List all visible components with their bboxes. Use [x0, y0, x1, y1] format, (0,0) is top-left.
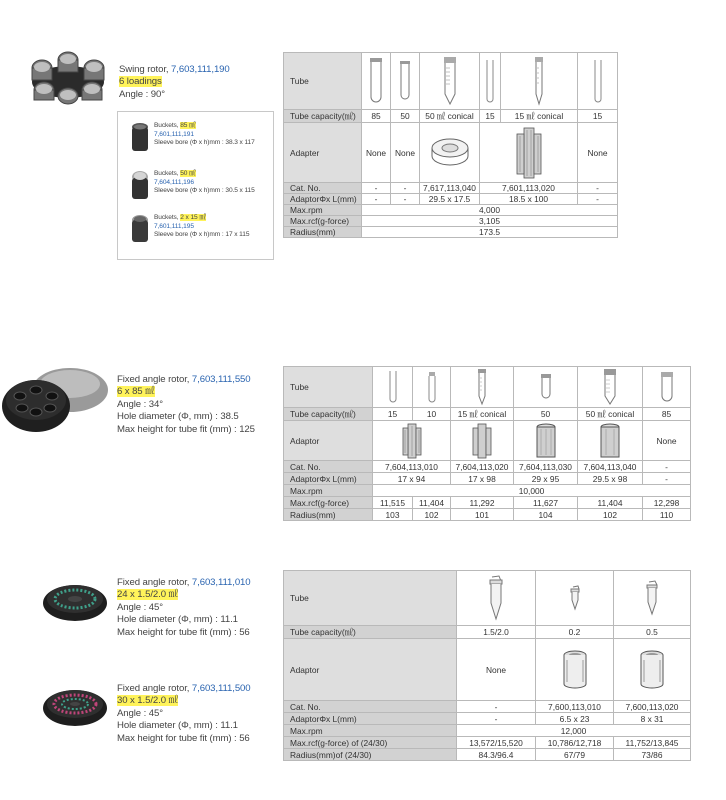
- row-label: Tube: [284, 53, 362, 110]
- cell: 173.5: [362, 227, 618, 238]
- row-label: Cat. No.: [284, 461, 373, 473]
- tube-icon: [413, 367, 451, 408]
- rotor-cat-no: 7,603,111,010: [191, 577, 251, 588]
- adapter-image: [480, 123, 578, 183]
- rotor-cat-no: 7,603,111,500: [191, 683, 251, 694]
- tube-icon: [391, 53, 420, 110]
- cell: 10,786/12,718: [536, 737, 614, 749]
- cell: 0.5: [614, 626, 691, 639]
- fixed-rotor-500-info: [117, 683, 251, 745]
- row-label: Cat. No.: [284, 701, 457, 713]
- cell: 102: [413, 509, 451, 521]
- swing-rotor-image: [22, 42, 114, 108]
- row-label: Radius(mm): [284, 227, 362, 238]
- row-label: Tube capacity(㎖): [284, 110, 362, 123]
- rotor-angle: Angle : 45°: [117, 601, 163, 613]
- cell: 7,604,113,040: [578, 461, 643, 473]
- cell: 11,627: [514, 497, 578, 509]
- row-label: Max.rcf(g-force): [284, 497, 373, 509]
- bucket-label: Buckets,: [154, 170, 181, 177]
- conical-tube-icon: [451, 367, 514, 408]
- adaptor-image: [514, 421, 578, 461]
- tube-icon: [480, 53, 501, 110]
- cell: 10: [413, 408, 451, 421]
- bucket-icon: [130, 214, 150, 246]
- cell: -: [362, 194, 391, 205]
- cell: None: [643, 421, 691, 461]
- rotor-load: 6 x 85 ㎖: [117, 386, 155, 398]
- row-label: Tube capacity(㎖): [284, 626, 457, 639]
- cell: 29.5 x 98: [578, 473, 643, 485]
- bucket-sleeve-bore: Sleeve bore (Φ x h)mm : 30.5 x 115: [154, 187, 255, 195]
- row-label: Max.rpm: [284, 205, 362, 216]
- cell: 8 x 31: [614, 713, 691, 725]
- cell: 10,000: [373, 485, 691, 497]
- row-label: Radius(mm): [284, 509, 373, 521]
- cell: 1.5/2.0: [457, 626, 536, 639]
- micro-rotor-spec-table: [283, 570, 691, 761]
- cell: 7,617,113,040: [420, 183, 480, 194]
- rotor-height: Max height for tube fit (mm) : 56: [117, 626, 250, 638]
- swing-rotor-info: [119, 64, 230, 101]
- rotor-height: Max height for tube fit (mm) : 125: [117, 423, 255, 435]
- microtube-icon: [536, 571, 614, 626]
- rotor-name: Fixed angle rotor,: [117, 683, 192, 694]
- adaptor-image: [578, 421, 643, 461]
- row-label: Max.rpm: [284, 725, 457, 737]
- bucket-label: Buckets,: [154, 214, 181, 221]
- conical-tube-icon: [420, 53, 480, 110]
- adaptor-image: [373, 421, 451, 461]
- cell: 67/79: [536, 749, 614, 761]
- cell: 7,600,113,020: [614, 701, 691, 713]
- row-label: Max.rcf(g-force) of (24/30): [284, 737, 457, 749]
- tube-icon: [643, 367, 691, 408]
- cell: None: [391, 123, 420, 183]
- rotor-name: Fixed angle rotor,: [117, 374, 192, 385]
- cell: 15: [373, 408, 413, 421]
- cell: 50: [514, 408, 578, 421]
- microtube-icon: [457, 571, 536, 626]
- tube-icon: [373, 367, 413, 408]
- bucket-icon: [130, 122, 150, 154]
- cell: 110: [643, 509, 691, 521]
- rotor-angle: Angle : 45°: [117, 707, 163, 719]
- row-label: Cat. No.: [284, 183, 362, 194]
- rotor-angle: Angle : 34°: [117, 398, 163, 410]
- cell: -: [578, 183, 618, 194]
- cell: 50 ㎖ conical: [420, 110, 480, 123]
- cell: 7,601,113,020: [480, 183, 578, 194]
- cell: None: [362, 123, 391, 183]
- microtube-icon: [614, 571, 691, 626]
- cell: 7,604,113,020: [451, 461, 514, 473]
- bucket-label: Buckets,: [154, 122, 181, 129]
- row-label: Radius(mm)of (24/30): [284, 749, 457, 761]
- rotor-hole: Hole diameter (Φ, mm) : 11.1: [117, 720, 238, 732]
- cell: 103: [373, 509, 413, 521]
- cell: 6.5 x 23: [536, 713, 614, 725]
- tube-icon: [362, 53, 391, 110]
- fixed-rotor-550-info: [117, 374, 255, 436]
- cell: -: [643, 461, 691, 473]
- bucket-icon: [130, 170, 150, 202]
- cell: 11,404: [413, 497, 451, 509]
- cell: 15 ㎖ conical: [451, 408, 514, 421]
- cell: 11,404: [578, 497, 643, 509]
- row-label: Tube: [284, 571, 457, 626]
- tube-row: [284, 53, 618, 110]
- cell: 12,000: [457, 725, 691, 737]
- bucket-cat-no: 7,601,111,191: [154, 130, 194, 138]
- adaptor-image: [536, 639, 614, 701]
- row-label: AdaptorΦx L(mm): [284, 194, 362, 205]
- row-label: AdaptorΦx L(mm): [284, 473, 373, 485]
- cell: -: [391, 183, 420, 194]
- cell: -: [643, 473, 691, 485]
- row-label: Adaptor: [284, 421, 373, 461]
- bucket-sleeve-bore: Sleeve bore (Φ x h)mm : 38.3 x 117: [154, 139, 255, 147]
- cell: 101: [451, 509, 514, 521]
- row-label: AdaptorΦx L(mm): [284, 713, 457, 725]
- tube-icon: [514, 367, 578, 408]
- cell: -: [457, 701, 536, 713]
- conical-tube-icon: [578, 367, 643, 408]
- rotor-name: Fixed angle rotor,: [117, 577, 192, 588]
- rotor-hole: Hole diameter (Φ, mm) : 38.5: [117, 411, 239, 423]
- cell: 84.3/96.4: [457, 749, 536, 761]
- cell: 17 x 94: [373, 473, 451, 485]
- cell: 0.2: [536, 626, 614, 639]
- cell: -: [457, 713, 536, 725]
- fixed-angle-rotor-image: [0, 362, 112, 436]
- rotor-hole: Hole diameter (Φ, mm) : 11.1: [117, 614, 238, 626]
- adaptor-image: [451, 421, 514, 461]
- adapter-image: [420, 123, 480, 183]
- cell: -: [578, 194, 618, 205]
- rotor-cat-no: 7,603,111,190: [171, 64, 230, 75]
- bucket-cat-no: 7,601,111,195: [154, 222, 194, 230]
- cell: 7,604,113,010: [373, 461, 451, 473]
- cell: 15 ㎖ conical: [501, 110, 578, 123]
- cell: 7,604,113,030: [514, 461, 578, 473]
- cell: 18.5 x 100: [480, 194, 578, 205]
- cell: 17 x 98: [451, 473, 514, 485]
- row-label: Max.rpm: [284, 485, 373, 497]
- cell: 13,572/15,520: [457, 737, 536, 749]
- bucket-capacity: 50 ㎖: [180, 170, 196, 177]
- cell: 29 x 95: [514, 473, 578, 485]
- micro-rotor-24-image: [40, 575, 110, 625]
- cell: 15: [480, 110, 501, 123]
- cell: None: [578, 123, 618, 183]
- rotor-name: Swing rotor,: [119, 64, 172, 75]
- cell: 102: [578, 509, 643, 521]
- bucket-sleeve-bore: Sleeve bore (Φ x h)mm : 17 x 115: [154, 231, 250, 239]
- cell: 4,000: [362, 205, 618, 216]
- cell: 85: [362, 110, 391, 123]
- tube-icon: [578, 53, 618, 110]
- row-label: Max.rcf(g-force): [284, 216, 362, 227]
- cell: 50 ㎖ conical: [578, 408, 643, 421]
- conical-tube-icon: [501, 53, 578, 110]
- rotor-loadings: 6 loadings: [119, 76, 162, 88]
- row-label: Tube capacity(㎖): [284, 408, 373, 421]
- cell: 73/86: [614, 749, 691, 761]
- rotor-load: 30 x 1.5/2.0 ㎖: [117, 695, 178, 707]
- cell: -: [391, 194, 420, 205]
- micro-rotor-30-image: [40, 680, 110, 730]
- bucket-cat-no: 7,604,111,196: [154, 178, 194, 186]
- rotor-cat-no: 7,603,111,550: [191, 374, 251, 385]
- cell: 104: [514, 509, 578, 521]
- cell: 50: [391, 110, 420, 123]
- row-label: Tube: [284, 367, 373, 408]
- row-label: Adapter: [284, 123, 362, 183]
- rotor-height: Max height for tube fit (mm) : 56: [117, 732, 250, 744]
- buckets-box: [117, 111, 274, 260]
- row-label: Adaptor: [284, 639, 457, 701]
- bucket-capacity: 2 x 15 ㎖: [180, 214, 206, 221]
- fixed-rotor-550-spec-table: [283, 366, 691, 521]
- adaptor-image: [614, 639, 691, 701]
- cell: -: [362, 183, 391, 194]
- cell: 15: [578, 110, 618, 123]
- fixed-rotor-010-info: [117, 577, 251, 639]
- cell: 11,292: [451, 497, 514, 509]
- cell: 11,752/13,845: [614, 737, 691, 749]
- cell: 85: [643, 408, 691, 421]
- cell: 3,105: [362, 216, 618, 227]
- cell: None: [457, 639, 536, 701]
- rotor-load: 24 x 1.5/2.0 ㎖: [117, 589, 178, 601]
- cell: 11,515: [373, 497, 413, 509]
- cell: 29.5 x 17.5: [420, 194, 480, 205]
- cell: 12,298: [643, 497, 691, 509]
- swing-rotor-spec-table: [283, 52, 618, 238]
- rotor-angle: Angle : 90°: [119, 88, 165, 100]
- cell: 7,600,113,010: [536, 701, 614, 713]
- bucket-capacity: 85 ㎖: [180, 122, 196, 129]
